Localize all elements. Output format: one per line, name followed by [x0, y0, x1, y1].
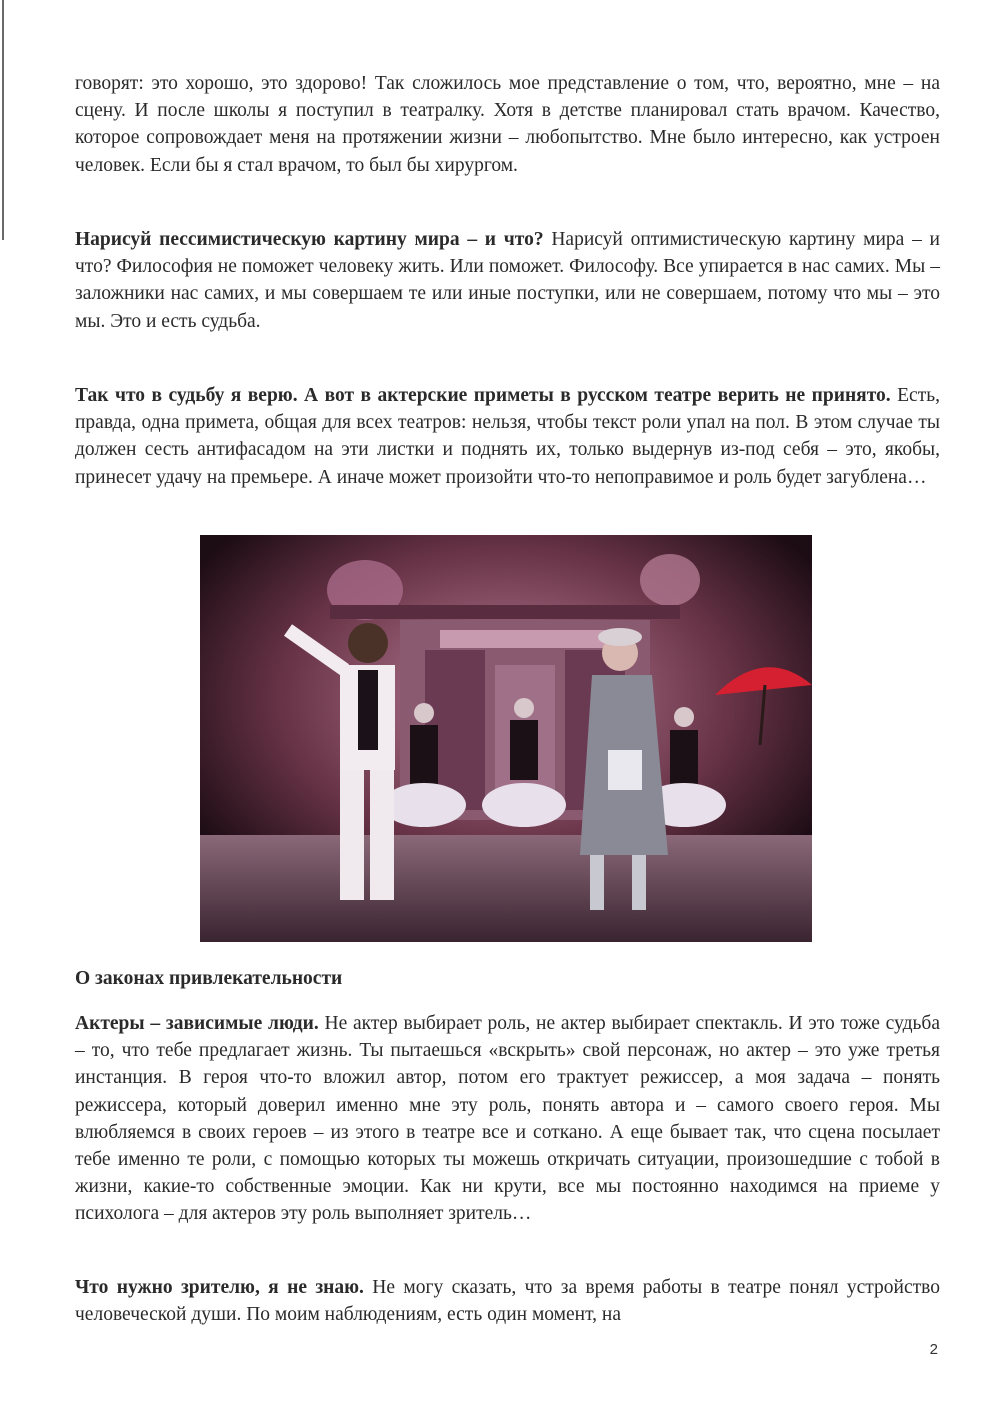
paragraph-2	[75, 226, 940, 335]
paragraph-4-lead: Актеры – зависимые люди.	[75, 1013, 319, 1034]
paragraph-5	[75, 1274, 940, 1328]
paragraph-1-text: говорят: это хорошо, это здорово! Так сложилось мое представление о том, что, вероятно, мне – на сцену. И после школы я поступил в театралку. Хотя в детстве планировал стать врачом. Качество, которое сопровождает меня на протяжении жизни – любопытство. Мне было интересно, как устроен человек. Если бы я стал врачом, то был бы хирургом.	[75, 73, 940, 176]
paragraph-4-text: Не актер выбирает роль, не актер выбирает спектакль. И это тоже судьба – то, что тебе предлагает жизнь. Ты пытаешься «вскрыть» свой персонаж, но актер – это уже третья инстанция. В героя что-то вложил автор, потом его трактует режиссер, а моя задача – понять режиссера, который доверил именно мне эту роль, понять автора и – самого своего героя. Мы влюбляемся в своих героев – из этого в театре все и соткано. А еще бывает так, что сцена посылает тебе именно те роли, с помощью которых ты можешь откричать ситуации, произошедшие с тобой в жизни, какие-то собственные эмоции. Как ни крути, все мы постоянно находимся на приеме у психолога – для актеров эту роль выполняет зритель…	[75, 1013, 940, 1225]
paragraph-3-lead: Так что в судьбу я верю. А вот в актерские приметы в русском театре верить не принято.	[75, 385, 891, 406]
stage-photo	[200, 535, 812, 942]
paragraph-3	[75, 382, 940, 491]
scan-edge-line	[2, 0, 4, 240]
paragraph-5-text: Не могу сказать, что за время работы в театре понял устройство человеческой души. По моим наблюдениям, есть один момент, на	[75, 1277, 940, 1326]
section-heading: О законах привлекательности	[75, 968, 343, 989]
paragraph-2-text: Нарисуй оптимистическую картину мира – и что? Философия не поможет человеку жить. Или поможет. Философу. Все упирается в нас самих. Мы – заложники нас самих, и мы совершаем те или иные поступки, или не совершаем, потому что мы – это мы. Это и есть судьба.	[75, 229, 940, 332]
paragraph-5-lead: Что нужно зрителю, я не знаю.	[75, 1277, 364, 1298]
paragraph-1	[75, 70, 940, 179]
page-number: 2	[929, 1341, 938, 1358]
paragraph-2-lead: Нарисуй пессимистическую картину мира – и что?	[75, 229, 544, 250]
paragraph-4	[75, 1010, 940, 1228]
stage-photo-illustration	[200, 535, 812, 942]
paragraph-3-text: Есть, правда, одна примета, общая для всех театров: нельзя, чтобы текст роли упал на пол. В этом случае ты должен сесть антифасадом на эти листки и поднять их, только выдернув из-под себя – это, якобы, принесет удачу на премьере. А иначе может произойти что-то непоправимое и роль будет загублена…	[75, 385, 940, 488]
